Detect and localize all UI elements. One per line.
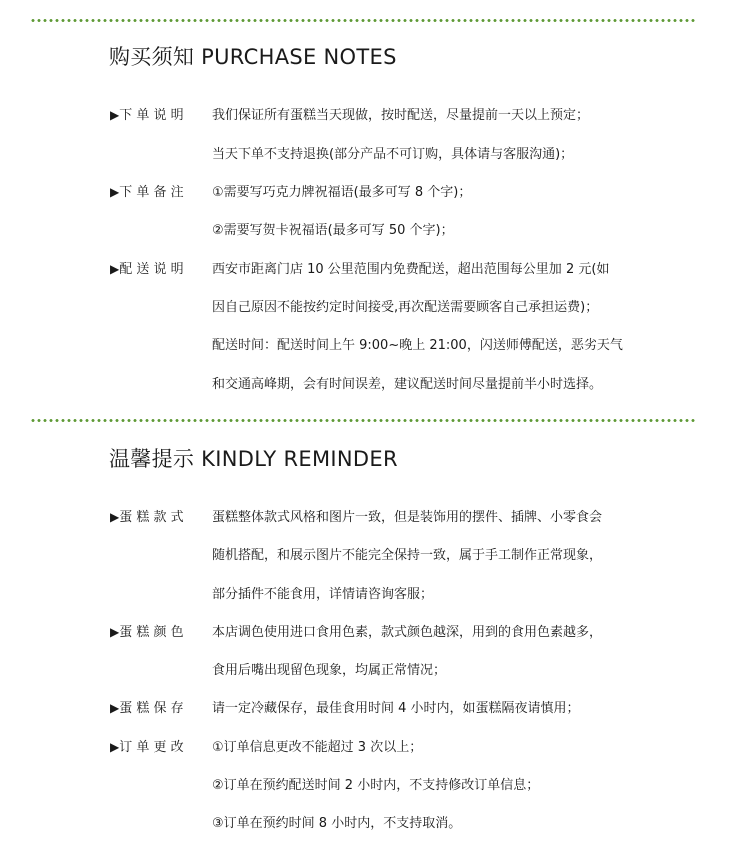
item-label: ▶配 送 说 明 [110, 262, 184, 277]
triangle-marker-icon: ▶ [110, 108, 120, 122]
item-text-line: 当天下单不支持退换(部分产品不可订购，具体请与客服沟通)； [212, 147, 574, 162]
item-text-line: 我们保证所有蛋糕当天现做，按时配送，尽量提前一天以上预定； [212, 108, 590, 123]
triangle-marker-icon: ▶ [110, 185, 120, 199]
item-text-line: ②需要写贺卡祝福语(最多可写 50 个字)； [212, 223, 454, 238]
item-text-line: 随机搭配，和展示图片不能完全保持一致，属于手工制作正常现象， [212, 548, 603, 563]
item-label: ▶下 单 说 明 [110, 108, 184, 123]
item-text-line: 西安市距离门店 10 公里范围内免费配送，超出范围每公里加 2 元(如 [212, 262, 610, 277]
item-text-line: 本店调色使用进口食用色素，款式颜色越深，用到的食用色素越多， [212, 625, 603, 640]
triangle-marker-icon: ▶ [110, 625, 120, 639]
item-text-line: ③订单在预约时间 8 小时内，不支持取消。 [212, 816, 462, 831]
item-text-line: ①需要写巧克力牌祝福语(最多可写 8 个字)； [212, 185, 472, 200]
item-text-line: 请一定冷藏保存，最佳食用时间 4 小时内，如蛋糕隔夜请慎用； [212, 701, 580, 716]
item-text-line: 因自己原因不能按约定时间接受,再次配送需要顾客自己承担运费)； [212, 300, 599, 315]
item-text-line: 食用后嘴出现留色现象，均属正常情况； [212, 663, 447, 678]
item-label: ▶下 单 备 注 [110, 185, 184, 200]
triangle-marker-icon: ▶ [110, 262, 120, 276]
purchase-notes-title: 购买须知 PURCHASE NOTES [109, 45, 397, 69]
item-label: ▶蛋 糕 颜 色 [110, 625, 184, 640]
item-label: ▶蛋 糕 款 式 [110, 510, 184, 525]
triangle-marker-icon: ▶ [110, 740, 120, 754]
section-divider-top [30, 19, 696, 22]
item-text-line: 部分插件不能食用，详情请咨询客服； [212, 587, 434, 602]
triangle-marker-icon: ▶ [110, 510, 120, 524]
item-text-line: 和交通高峰期，会有时间误差，建议配送时间尽量提前半小时选择。 [212, 377, 603, 392]
item-text-line: 配送时间：配送时间上午 9:00~晚上 21:00，闪送师傅配送，恶劣天气 [212, 338, 623, 353]
item-text-line: ①订单信息更改不能超过 3 次以上； [212, 740, 423, 755]
item-label: ▶订 单 更 改 [110, 740, 184, 755]
triangle-marker-icon: ▶ [110, 701, 120, 715]
item-text-line: ②订单在预约配送时间 2 小时内，不支持修改订单信息； [212, 778, 540, 793]
section-divider-middle [30, 419, 696, 422]
kindly-reminder-title: 温馨提示 KINDLY REMINDER [109, 447, 398, 471]
item-label: ▶蛋 糕 保 存 [110, 701, 184, 716]
item-text-line: 蛋糕整体款式风格和图片一致，但是装饰用的摆件、插牌、小零食会 [212, 510, 603, 525]
